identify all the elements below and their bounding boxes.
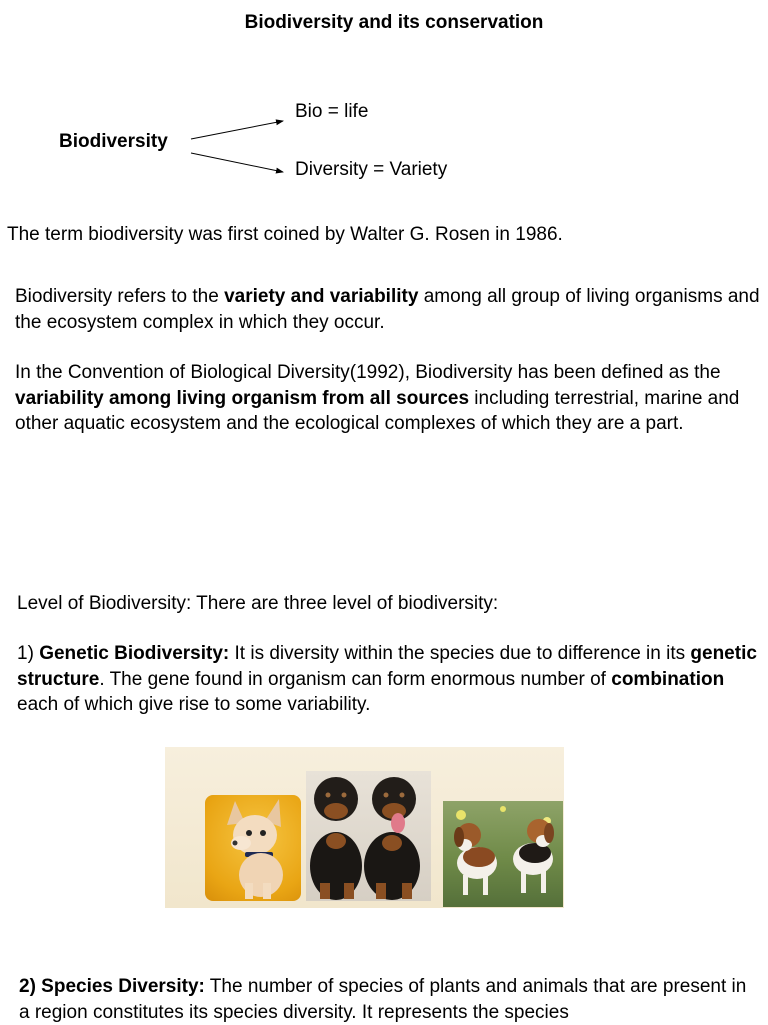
definition-paragraph xyxy=(15,284,760,335)
genetic-text-1: It is diversity within the species due to difference in its xyxy=(229,643,691,664)
definition-bold: variety and variability xyxy=(224,286,419,307)
etymology-bio: Bio = life xyxy=(295,101,369,122)
species-text: The number of species of plants and animals that are present in a region constitutes its species diversity. It represents the species xyxy=(19,976,747,1023)
species-heading: 2) Species Diversity: xyxy=(19,976,205,997)
page-title: Biodiversity and its conservation xyxy=(244,12,544,33)
species-paragraph xyxy=(19,974,759,1025)
cbd-text-post: including terrestrial, marine and other aquatic ecosystem and the ecological complexes of which they are a part. xyxy=(15,387,740,434)
cbd-text-pre: In the Convention of Biological Diversity(1992), Biodiversity has been defined as the xyxy=(15,362,721,383)
chihuahua-photo xyxy=(205,795,301,901)
genetic-number: 1) xyxy=(17,643,40,664)
cbd-bold: variability among living organism from all sources xyxy=(15,387,470,409)
rosen-paragraph: The term biodiversity was first coined by Walter G. Rosen in 1986. xyxy=(7,224,563,245)
genetic-paragraph xyxy=(17,641,757,718)
dog-breeds-image xyxy=(165,747,564,908)
definition-text-pre: Biodiversity refers to the xyxy=(15,286,225,307)
genetic-bold-structure: genetic structure xyxy=(17,643,757,690)
rottweiler-photo xyxy=(306,771,431,901)
beagle-photo xyxy=(443,801,563,907)
etymology-diversity: Diversity = Variety xyxy=(295,159,448,180)
biodiversity-term: Biodiversity xyxy=(59,131,168,152)
cbd-paragraph xyxy=(15,360,765,437)
arrow-to-bio xyxy=(191,121,283,139)
levels-intro: Level of Biodiversity: There are three level of biodiversity: xyxy=(17,593,499,614)
genetic-text-3: each of which give rise to some variability. xyxy=(17,694,371,715)
genetic-text-2: . The gene found in organism can form enormous number of xyxy=(99,668,612,690)
genetic-bold-combination: combination xyxy=(611,668,725,690)
arrow-to-diversity xyxy=(191,153,283,172)
genetic-heading: Genetic Biodiversity: xyxy=(39,643,230,664)
definition-text-post: among all group of living organisms and the ecosystem complex in which they occur. xyxy=(15,286,760,333)
